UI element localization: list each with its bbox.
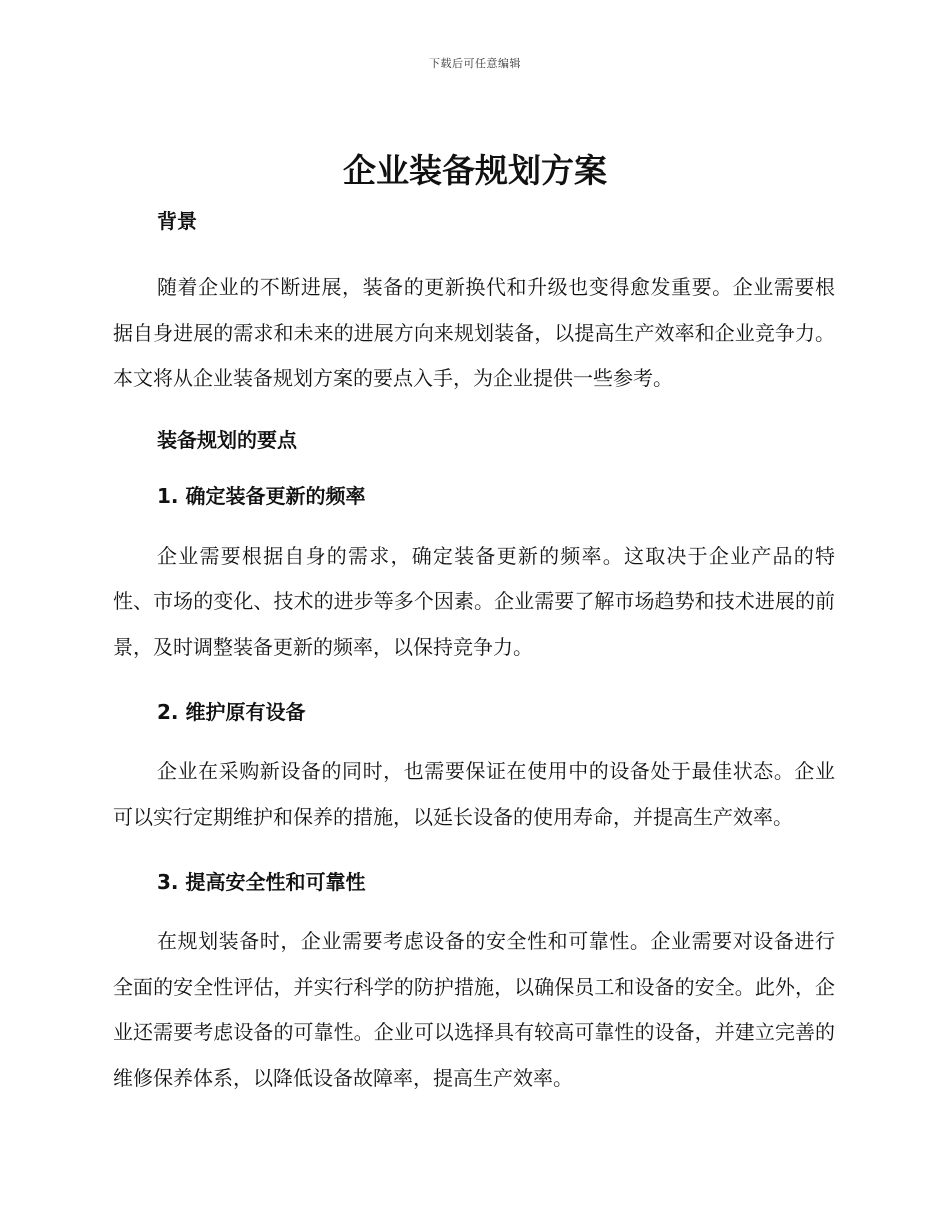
heading-point-1: 1. 确定装备更新的频率 — [157, 483, 366, 508]
page-header-note: 下载后可任意编辑 — [429, 57, 521, 70]
heading-point-3: 3. 提高安全性和可靠性 — [157, 870, 366, 894]
paragraph-background: 随着企业的不断进展，装备的更新换代和升级也变得愈发重要。企业需要根据自身进展的需求和未来的进展方向来规划装备，以提高生产效率和企业竞争力。本文将从企业装备规划方案的要点入手，为企业提供一些参考。 — [113, 275, 835, 390]
heading-key-points: 装备规划的要点 — [157, 427, 297, 452]
paragraph-point-1: 企业需要根据自身的需求，确定装备更新的频率。这取决于企业产品的特性、市场的变化、技术的进步等多个因素。企业需要了解市场趋势和技术进展的前景，及时调整装备更新的频率，以保持竞争力。 — [113, 543, 835, 659]
heading-point-2: 2. 维护原有设备 — [157, 700, 306, 724]
document-title: 企业装备规划方案 — [343, 151, 607, 190]
paragraph-point-2: 企业在采购新设备的同时，也需要保证在使用中的设备处于最佳状态。企业可以实行定期维护和保养的措施，以延长设备的使用寿命，并提高生产效率。 — [113, 759, 835, 829]
document-body — [113, 205, 835, 1101]
paragraph-point-3: 在规划装备时，企业需要考虑设备的安全性和可靠性。企业需要对设备进行全面的安全性评估，并实行科学的防护措施，以确保员工和设备的安全。此外，企业还需要考虑设备的可靠性。企业可以选择具有较高可靠性的设备，并建立完善的维修保养体系，以降低设备故障率，提高生产效率。 — [113, 929, 835, 1090]
heading-background: 背景 — [157, 209, 197, 233]
